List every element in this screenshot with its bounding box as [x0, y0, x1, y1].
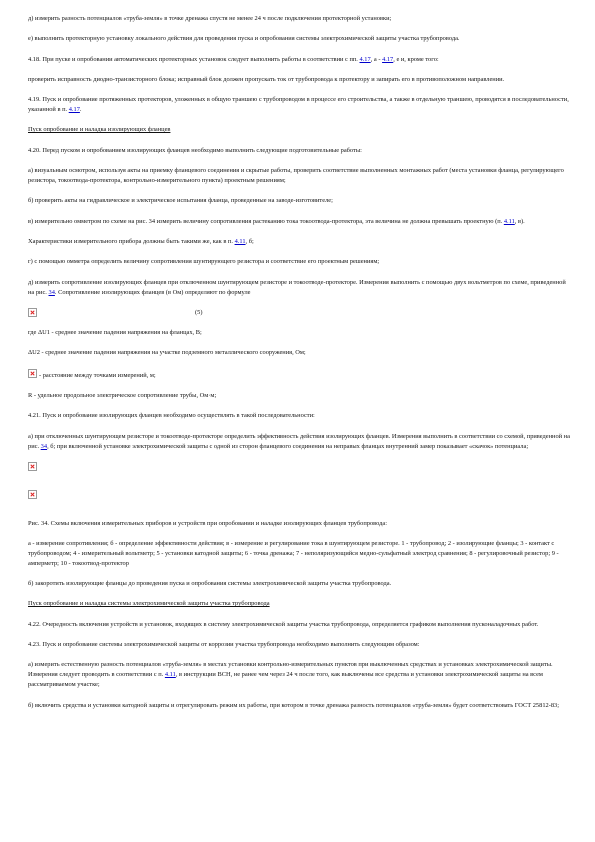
paragraph-g-resistor: г) с помощью омметра определить величину сопротивления шунтирующего резистора и соответствие его проектным решениям;: [28, 258, 380, 266]
paragraph-instrument: Характеристики измерительного прибора должны быть такими же, как в п. 4.11, б;: [28, 237, 254, 245]
paragraph-a-natural: а) измерить естественную разность потенциалов «труба-земля» в местах установки контрольно-измерительных пунктов при выключенных средствах и установках электрохимической защиты. Измерения следует проводить в соответствии с п. 4.11, в инструкции ВСН, не ранее чем через 24 ч после того, как выключены все средства и установки электрохимической защиты на всем рассматриваемом участке;: [28, 661, 553, 689]
paragraph-4-20: 4.20. Перед пуском и опробованием изолирующих фланцев необходимо выполнить следующие подготовительные работы:: [28, 146, 362, 154]
ref-link-4-11[interactable]: 4.11: [234, 237, 246, 245]
paragraph-4-22: 4.22. Очередность включения устройств и установок, входящих в систему электрохимической защиты участка трубопровода, определяется графиком выполнения пусконаладочных работ.: [28, 620, 539, 628]
ref-link-4-11[interactable]: 4.11: [164, 671, 176, 679]
paragraph-b-acts: б) проверить акты на гидравлическое и электрическое испытания фланца, проведенные на заводе-изготовителе;: [28, 197, 333, 205]
ref-link-fig-34[interactable]: 34: [48, 288, 55, 296]
ref-link-fig-34[interactable]: 34: [40, 442, 48, 450]
paragraph-check-diode: проверить исправность диодно-транзисторного блока; исправный блок должен пропускать ток от трубопровода к протектору и запирать его в противоположном направлении.: [28, 75, 505, 83]
ref-link-4-17[interactable]: 4.17: [359, 55, 371, 63]
formula-row: [28, 308, 570, 318]
ref-link-4-17[interactable]: 4.17: [68, 106, 80, 114]
ref-link-4-17[interactable]: 4.17: [382, 55, 394, 63]
paragraph-4-21: 4.21. Пуск и опробование изолирующих фланцев необходимо осуществлять в такой последовательности:: [28, 412, 315, 420]
figure-image-icon: [28, 462, 37, 471]
definition-du1: где ΔU1 - среднее значение падения напряжения на фланцах, В;: [28, 329, 202, 337]
paragraph-d-flanges: д) измерить сопротивление изолирующих фланцев при отключенном шунтирующем резисторе и токоотводе-протекторе. Измерения выполнить с помощью двух вольтметров по схеме, приведенной на рис. 34. Сопротивление изолирующих фланцев (в Ом) определяют по формуле: [28, 278, 566, 296]
section-heading-ecp: Пуск опробование и наладка системы электрохимической защиты участка трубопровода: [28, 600, 270, 608]
symbol-image-icon: [28, 369, 37, 378]
definition-distance: - расстояние между точками измерений, м;: [28, 369, 570, 381]
formula-number: (5): [195, 308, 203, 316]
figure-image-a: [28, 462, 570, 480]
paragraph-v-ohmmeter: в) измерительно омметром по схеме на рис. 34 измерить величину сопротивления растеканию тока токоотвода-протектора, эта величина не должна превышать проектную (п. 4.11, в).: [28, 217, 525, 225]
definition-r: R - удельное продольное электрическое сопротивление трубы, Ом·м;: [28, 392, 217, 400]
figure-image-icon: [28, 490, 37, 499]
section-heading-flanges: Пуск опробование и наладка изолирующих фланцев: [28, 126, 171, 134]
paragraph-b-short: б) закоротить изолирующие фланцы до проведения пуска и опробования системы электрохимической защиты участка трубопровода.: [28, 580, 392, 588]
paragraph-a-efficiency: а) при отключенных шунтирующем резисторе и токоотводе-протекторе определить эффективность действия изолирующих фланцев. Измерения выполнить в соответствии со схемой, приведенной на рис. 34, б; при включенной установке электрохимической защиты с одной из сторон фланцевого соединения на неправых фланцах внутренний замер показывает «скачок» потенциала;: [28, 432, 570, 450]
definition-du2: ΔU2 - среднее значение падения напряжения на участке подземного металлического сооружения, Ом;: [28, 349, 306, 357]
paragraph-a-visual: а) визуальным осмотром, используя акты на приемку фланцевого соединения и скрытые работы, проверить соответствие выполненных монтажных работ (места установки фланца, регулирующего резистора, токоотвода-протектора, контрольно-измерительного пункта) проектным решениям;: [28, 167, 564, 185]
figure-legend: а - измерение сопротивления; б - определение эффективности действия; в - измерение и регулирование тока в шунтирующем резисторе. 1 - трубопровод; 2 - изолирующие фланцы; 3 - контакт с трубопроводом; 4 - измерительный вольтметр; 5 - установки катодной защиты; 6 - точка дренажа; 7 - неполяризующийся медно-сульфатный электрод сравнения; 8 - регулировочный резистор; 9 - амперметр; 10 - токоотвод-протектор: [28, 539, 559, 567]
paragraph-e: е) выполнить протекторную установку локального действия для проведения пуска и опробования системы электрохимической защиты участка трубопровода.: [28, 35, 460, 43]
paragraph-4-19: 4.19. Пуск и опробование протяженных протекторов, уложенных в общую траншею с трубопроводом в процессе его строительства, а также в отдельную траншею, проводятся в последовательности, указанной в п. 4.17.: [28, 96, 569, 114]
paragraph-4-23: 4.23. Пуск и опробование системы электрохимической защиты от коррозии участка трубопровода необходимо выполнить следующим образом:: [28, 641, 420, 649]
paragraph-b-enable: б) включить средства и установки катодной защиты и отрегулировать режим их работы, при котором в точке дренажа разность потенциалов «труба-земля» будет соответствовать ГОСТ 25812-83;: [28, 701, 560, 709]
formula-image-icon: [28, 308, 37, 317]
figure-caption: Рис. 34. Схемы включения измерительных приборов и устройств при опробовании и наладке изолирующих фланцев трубопровода:: [28, 519, 388, 527]
document-body: [28, 14, 570, 721]
paragraph-4-18: 4.18. При пуске и опробовании автоматических протекторных установок следует выполнить работы в соответствии с пп. 4.17, а - 4.17, е и, кроме того:: [28, 55, 439, 63]
figure-image-b: [28, 490, 570, 508]
ref-link-4-11[interactable]: 4.11: [503, 217, 515, 225]
paragraph-d: д) измерить разность потенциалов «труба-земля» в точке дренажа спустя не менее 24 ч после подключения протекторной установки;: [28, 15, 392, 22]
